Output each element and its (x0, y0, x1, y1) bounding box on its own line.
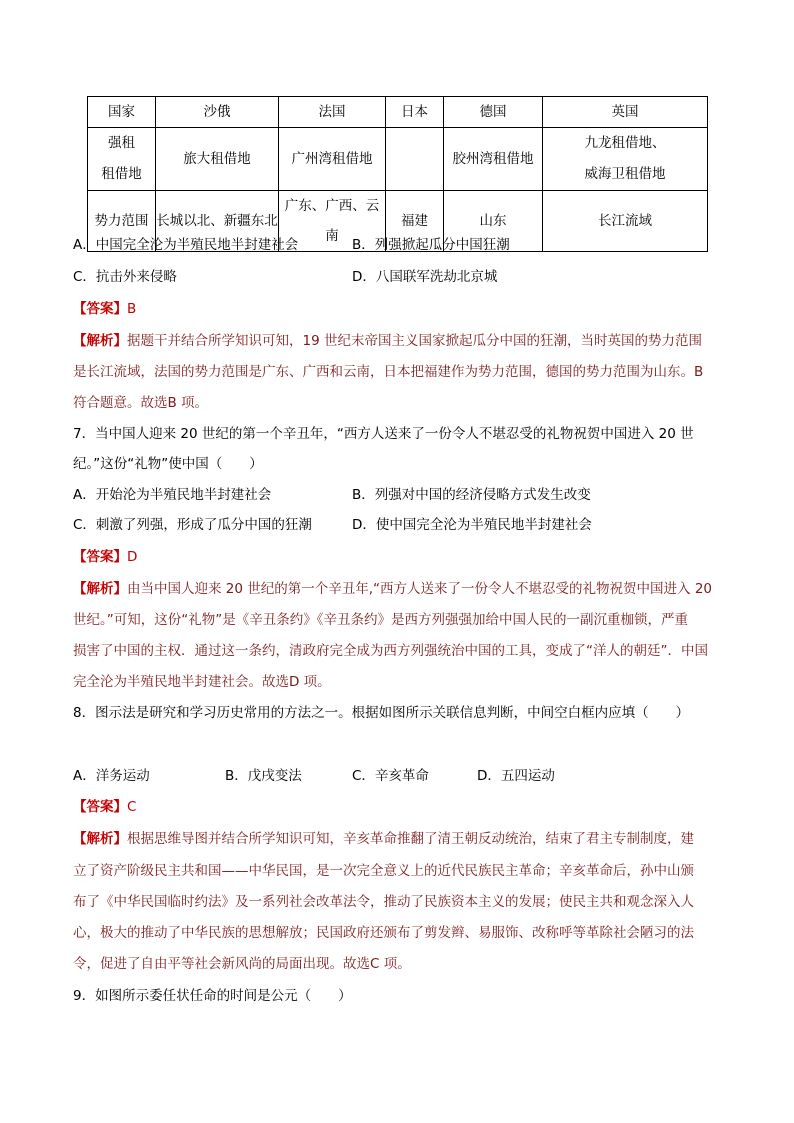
analysis-line (73, 579, 712, 599)
analysis-line (73, 331, 702, 351)
analysis-text: 符合题意。故选B 项。 (73, 395, 209, 411)
option-b: B．戊戌变法 (225, 768, 302, 784)
answer-line (73, 797, 136, 817)
table-cell (543, 128, 708, 191)
table-header-cell: 日本 (386, 97, 444, 128)
table-row-label: 势力范围 (88, 191, 156, 252)
option-b: B．列强对中国的经济侵略方式发生改变 (352, 487, 591, 503)
analysis-text: 完全沦为半殖民地半封建社会。故选D 项。 (73, 674, 331, 690)
table-header-cell: 英国 (543, 97, 708, 128)
table-row-label (88, 128, 156, 191)
table-header-cell: 国家 (88, 97, 156, 128)
table-cell: 山东 (444, 191, 543, 252)
analysis-text: 据题干并结合所学知识可知，19 世纪末帝国主义国家掀起瓜分中国的狂潮，当时英国的势力范围 (127, 333, 702, 349)
analysis-text: 是长江流域，法国的势力范围是广东、广西和云南，日本把福建作为势力范围，德国的势力范围为山东。B (73, 364, 704, 380)
table-row-leased (88, 128, 708, 191)
analysis-text: 根据思维导图并结合所学知识可知，辛亥革命推翻了清王朝反动统治，结束了君主专制制度，建 (127, 831, 694, 847)
option-a: A．中国完全沦为半殖民地半封建社会 (73, 237, 299, 253)
analysis-text: 损害了中国的主权．通过这一条约，清政府完全成为西方列强统治中国的工具，变成了“洋人的朝廷”．中国 (73, 643, 708, 659)
option-a: A．开始沦为半殖民地半封建社会 (73, 487, 272, 503)
analysis-line (73, 829, 694, 849)
question-stem: 9．如图所示委任状任命的时间是公元（ ） (73, 988, 352, 1004)
question-stem: 7．当中国人迎来 20 世纪的第一个辛丑年，“西方人送来了一份令人不堪忍受的礼物祝贺中国进入 20 世 (73, 426, 694, 442)
table-header-cell: 沙俄 (156, 97, 279, 128)
analysis-text: 由当中国人迎来 20 世纪的第一个辛丑年,“西方人送来了一份令人不堪忍受的礼物祝贺中国进入 20 (127, 581, 713, 597)
analysis-text: 世纪。”可知，这份“礼物”是《辛丑条约》《辛丑条约》是西方列强强加给中国人民的一副沉重枷锁，严重 (73, 612, 688, 628)
option-c: C．辛亥革命 (352, 768, 429, 784)
powers-table (87, 96, 708, 252)
table-cell: 福建 (386, 191, 444, 252)
table-cell: 胶州湾租借地 (444, 128, 543, 191)
option-d: D．五四运动 (477, 768, 555, 784)
option-a: A．洋务运动 (73, 768, 150, 784)
question-stem: 8．图示法是研究和学习历史常用的方法之一。根据如图所示关联信息判断，中间空白框内应填（ ） (73, 705, 690, 721)
option-d: D．八国联军洗劫北京城 (352, 269, 498, 285)
option-c: C．抗击外来侵略 (73, 269, 177, 285)
answer-value: D (127, 549, 138, 565)
table-cell: 长城以北、新疆东北 (156, 191, 279, 252)
table-cell: 广东、广西、云南 (279, 191, 386, 252)
option-c: C．刺激了列强，形成了瓜分中国的狂潮 (73, 517, 312, 533)
analysis-text: 立了资产阶级民主共和国——中华民国，是一次完全意义上的近代民族民主革命；辛亥革命后，孙中山颁 (73, 863, 694, 879)
table-header-cell: 法国 (279, 97, 386, 128)
answer-tag: 【答案】 (73, 799, 127, 815)
answer-tag: 【答案】 (73, 301, 127, 317)
answer-line (73, 547, 137, 567)
answer-value: B (127, 301, 137, 317)
analysis-tag: 【解析】 (73, 333, 127, 349)
option-d: D．使中国完全沦为半殖民地半封建社会 (352, 517, 592, 533)
analysis-tag: 【解析】 (73, 581, 127, 597)
table-cell (386, 128, 444, 191)
analysis-text: 布了《中华民国临时约法》及一系列社会改革法令，推动了民族资本主义的发展；使民主共和观念深入人 (73, 894, 694, 910)
option-b: B．列强掀起瓜分中国狂潮 (352, 237, 510, 253)
answer-tag: 【答案】 (73, 549, 127, 565)
analysis-text: 心，极大的推动了中华民族的思想解放；民国政府还颁布了剪发辫、易服饰、改称呼等革除社会陋习的法 (73, 925, 694, 941)
table-cell: 旅大租借地 (156, 128, 279, 191)
table-cell: 长江流域 (543, 191, 708, 252)
table-row-label-line: 强租 (108, 135, 135, 151)
answer-value: C (127, 799, 137, 815)
analysis-tag: 【解析】 (73, 831, 127, 847)
table-cell: 广州湾租借地 (279, 128, 386, 191)
table-cell-line: 威海卫租借地 (584, 166, 666, 182)
question-stem: 纪。”这份“礼物”使中国（ ） (73, 456, 263, 472)
table-header-row (88, 97, 708, 128)
analysis-text: 令，促进了自由平等社会新风尚的局面出现。故选C 项。 (73, 956, 411, 972)
table-row-label-line: 租借地 (101, 166, 142, 182)
table-cell-line: 九龙租借地、 (584, 135, 666, 151)
answer-line (73, 299, 136, 319)
table-header-cell: 德国 (444, 97, 543, 128)
